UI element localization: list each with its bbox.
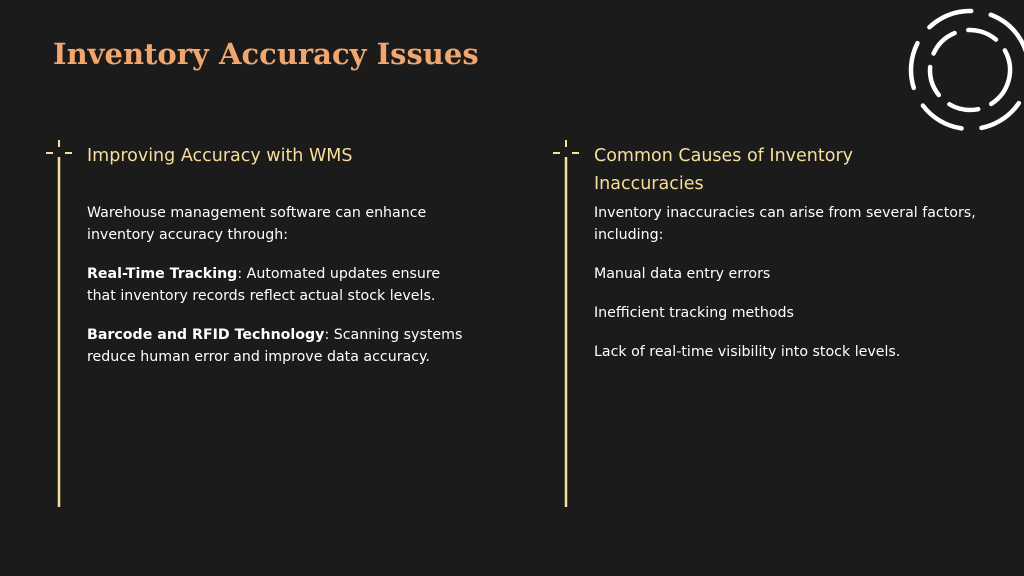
dashed-concentric-circles-icon xyxy=(904,0,1024,140)
cross-line-marker-icon xyxy=(44,138,74,508)
right-intro: Inventory inaccuracies can arise from several factors, including: xyxy=(594,205,976,243)
slide-title: Inventory Accuracy Issues xyxy=(53,37,479,71)
left-point-text: : Automated updates ensure that inventory records reflect actual stock levels. xyxy=(87,266,441,304)
left-heading: Improving Accuracy with WMS xyxy=(87,146,353,166)
right-column xyxy=(551,138,976,508)
right-heading: Common Causes of Inventory Inaccuracies xyxy=(594,146,853,194)
left-point xyxy=(87,324,472,368)
right-list-item: Manual data entry errors xyxy=(594,266,771,282)
left-point-term: Real-Time Tracking xyxy=(87,266,238,282)
right-list-item: Inefficient tracking methods xyxy=(594,305,794,321)
right-list-item: Lack of real-time visibility into stock levels. xyxy=(594,344,901,360)
left-point xyxy=(87,263,472,307)
right-body xyxy=(594,202,979,380)
left-point-text: : Scanning systems reduce human error and improve data accuracy. xyxy=(87,327,463,365)
left-column xyxy=(44,138,464,508)
left-intro: Warehouse management software can enhance inventory accuracy through: xyxy=(87,205,427,243)
cross-line-marker-icon xyxy=(551,138,581,508)
left-body xyxy=(87,202,472,385)
left-point-term: Barcode and RFID Technology xyxy=(87,327,325,343)
